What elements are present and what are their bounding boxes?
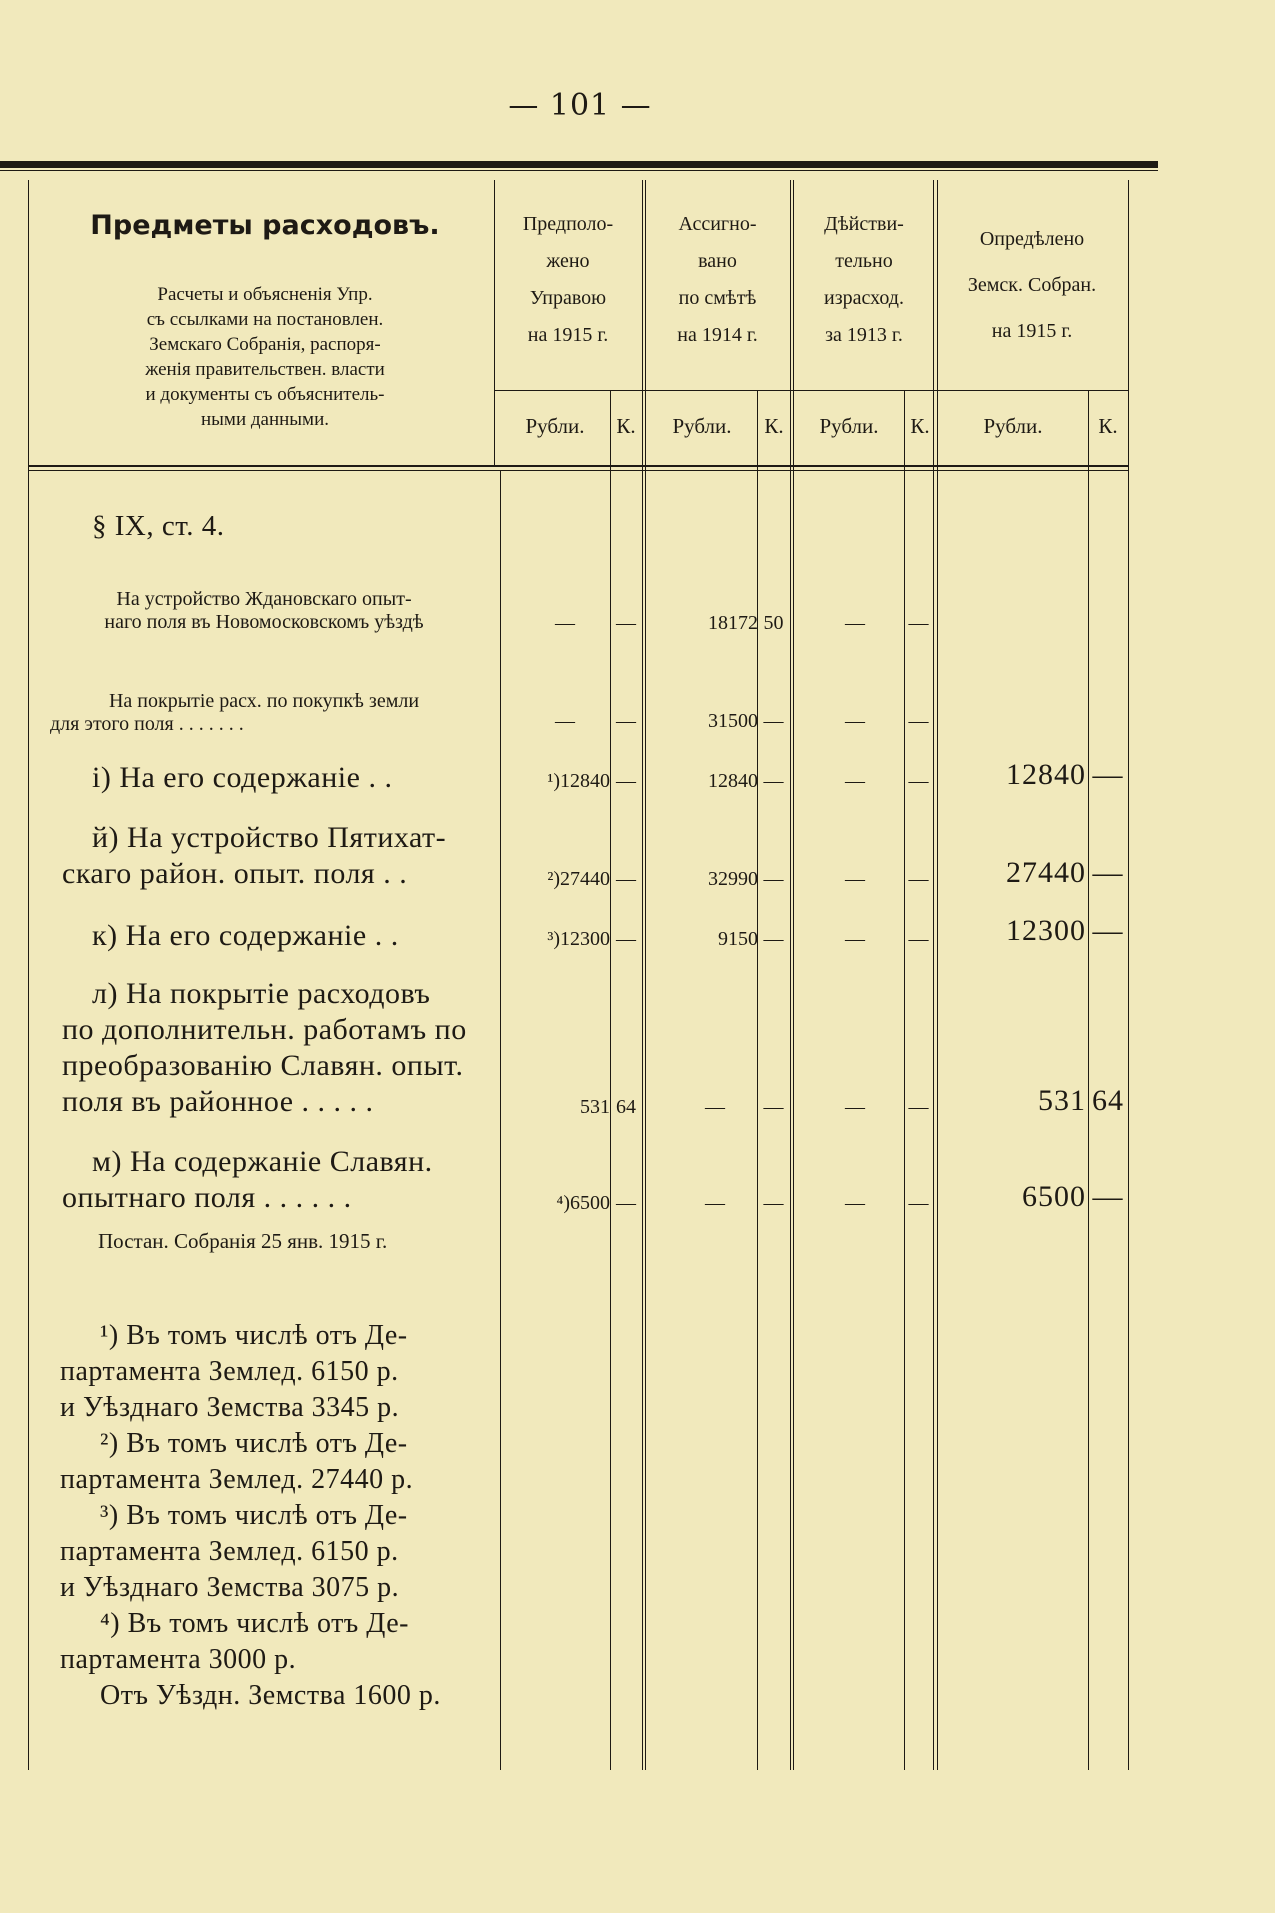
column-header-line: Предполо- — [522, 213, 614, 235]
table-rule — [494, 390, 1128, 391]
row-label — [40, 690, 488, 736]
header-subtitle-line: Земскаго Собранія, распоря- — [149, 334, 381, 355]
cell-spent-rub: — — [845, 928, 865, 950]
table-rule — [1088, 390, 1089, 1770]
column-header-line: Дѣйстви- — [824, 213, 904, 235]
row-label-line: к) На его содержаніе . . — [92, 919, 399, 952]
cell-assigned-rub: 31500 — [708, 710, 758, 732]
row-label — [62, 1144, 433, 1216]
header-subtitle-line: и документы съ объяснитель- — [145, 384, 385, 405]
cell-assigned-kop: — — [763, 770, 784, 792]
column-header-line: за 1913 г. — [825, 324, 903, 346]
row-label-line: опытнаго поля . . . . . . — [62, 1181, 352, 1214]
unit-rubles: Рубли. — [525, 414, 585, 438]
cell-determined-rub: 12840 — [1006, 758, 1086, 791]
table-rule — [500, 470, 501, 1770]
unit-rubles: Рубли. — [819, 414, 879, 438]
cell-spent-kop: — — [908, 612, 929, 634]
footnotes — [60, 1318, 490, 1714]
row-label-line: преобразованію Славян. опыт. — [62, 1049, 464, 1082]
row-label-line: поля въ районное . . . . . — [62, 1085, 374, 1118]
cell-assigned-kop: — — [763, 928, 784, 950]
table-rule — [937, 180, 938, 1770]
cell-assigned-kop: — — [763, 710, 784, 732]
footnote-line: партамента Землед. 6150 р. — [60, 1536, 399, 1567]
cell-proposed-rub: ¹)12840 — [547, 770, 610, 792]
unit-rubles: Рубли. — [672, 414, 732, 438]
header-subtitle-line: ными данными. — [200, 409, 330, 430]
cell-assigned-kop: — — [763, 1096, 784, 1118]
unit-kopecks: К. — [764, 414, 784, 438]
row-label-line: і) На его содержаніе . . — [92, 761, 393, 794]
footnote-line: ¹) Въ томъ числѣ отъ Де- — [100, 1320, 408, 1351]
table-rule — [1128, 180, 1129, 1770]
row-label-line: наго поля въ Новомосковскомъ уѣздѣ — [104, 611, 424, 633]
row-label — [40, 588, 488, 634]
resolution-note: Постан. Собранія 25 янв. 1915 г. — [98, 1229, 388, 1253]
cell-spent-rub: — — [845, 710, 865, 732]
row-label-line: На покрытіе расх. по покупкѣ земли — [108, 690, 420, 712]
cell-proposed-kop: — — [616, 612, 636, 634]
table-rule — [933, 180, 934, 1770]
header-subtitle-line: женія правительствен. власти — [145, 359, 385, 380]
cell-determined-kop: 64 — [1092, 1084, 1124, 1117]
header-subtitle — [30, 282, 500, 432]
footnote-line: и Уѣзднаго Земства 3345 р. — [60, 1392, 400, 1423]
top-rule — [0, 161, 1158, 168]
table-rule — [28, 465, 1128, 467]
cell-proposed-rub: ³)12300 — [547, 928, 610, 950]
header-subtitle-line: съ ссылками на постановлен. — [146, 309, 384, 330]
table-rule — [494, 180, 495, 465]
cell-determined-rub: 6500 — [1022, 1180, 1086, 1213]
cell-assigned-kop: 50 — [763, 612, 784, 634]
cell-spent-rub: — — [845, 612, 865, 634]
row-label-line: по дополнительн. работамъ по — [62, 1013, 467, 1046]
cell-spent-rub: — — [845, 1096, 865, 1118]
column-header-line: на 1914 г. — [677, 324, 758, 346]
cell-assigned-rub: — — [705, 1192, 725, 1214]
table-rule — [904, 390, 905, 1770]
row-label-line: скаго район. опыт. поля . . — [62, 857, 408, 890]
column-header-line: Ассигно- — [678, 213, 757, 235]
footnote-line: Отъ Уѣздн. Земства 1600 р. — [100, 1680, 441, 1711]
table-rule — [28, 470, 1128, 471]
column-header-determined — [936, 216, 1128, 354]
footnote-line: ²) Въ томъ числѣ отъ Де- — [100, 1428, 408, 1459]
row-label — [92, 918, 399, 954]
cell-assigned-rub: 32990 — [708, 868, 758, 890]
cell-spent-rub: — — [845, 1192, 865, 1214]
unit-rubles: Рубли. — [983, 414, 1043, 438]
row-label-line: й) На устройство Пятихат- — [92, 821, 447, 854]
cell-determined-rub: 531 — [1038, 1084, 1086, 1117]
table-rule — [645, 180, 646, 1770]
footnote-line: партамента 3000 р. — [60, 1644, 297, 1675]
cell-spent-rub: — — [845, 770, 865, 792]
cell-proposed-kop: 64 — [616, 1096, 636, 1118]
column-header-line: Управою — [529, 287, 607, 309]
cell-proposed-rub: ²)27440 — [547, 868, 610, 890]
row-label — [92, 760, 392, 796]
column-header-line: Земск. Собран. — [967, 274, 1097, 296]
column-header-line: Опредѣлено — [979, 228, 1085, 250]
column-header-line: жено — [546, 250, 590, 272]
header-subtitle-line: Расчеты и объясненія Упр. — [157, 284, 373, 305]
cell-assigned-kop: — — [763, 1192, 784, 1214]
unit-kopecks: К. — [616, 414, 636, 438]
table-rule — [610, 390, 611, 1770]
header-title: Предметы расходовъ. — [90, 210, 440, 241]
cell-spent-rub: — — [845, 868, 865, 890]
footnote-line: ⁴) Въ томъ числѣ отъ Де- — [100, 1608, 409, 1639]
cell-proposed-rub: ⁴)6500 — [556, 1192, 610, 1214]
row-label — [62, 976, 467, 1120]
footnote-line: ³) Въ томъ числѣ отъ Де- — [100, 1500, 408, 1531]
row-label-line: для этого поля . . . . . . . — [50, 713, 244, 735]
cell-proposed-rub: — — [555, 612, 575, 634]
section-heading: § IX, ст. 4. — [92, 510, 225, 542]
column-header-line: израсход. — [824, 287, 904, 309]
footnote-line: партамента Землед. 27440 р. — [60, 1464, 414, 1495]
cell-proposed-kop: — — [616, 1192, 636, 1214]
cell-proposed-kop: — — [616, 868, 636, 890]
cell-spent-kop: — — [908, 868, 929, 890]
row-label-line: л) На покрытіе расходовъ — [92, 977, 431, 1010]
top-rule-thin — [0, 170, 1158, 171]
footnote-line: партамента Землед. 6150 р. — [60, 1356, 399, 1387]
unit-kopecks: К. — [910, 414, 930, 438]
cell-determined-kop: — — [1092, 758, 1124, 791]
cell-determined-kop: — — [1092, 914, 1124, 947]
cell-proposed-kop: — — [616, 710, 636, 732]
cell-proposed-rub: 531 — [580, 1096, 610, 1118]
row-label-line: На устройство Ждановскаго опыт- — [116, 588, 412, 610]
footnote-line: и Уѣзднаго Земства 3075 р. — [60, 1572, 400, 1603]
table-rule — [790, 180, 791, 1770]
page-number: — 101 — — [508, 88, 652, 123]
table-rule — [757, 390, 758, 1770]
column-header-line: на 1915 г. — [527, 324, 609, 346]
cell-determined-kop: — — [1092, 856, 1124, 889]
column-header-line: по смѣтѣ — [678, 287, 757, 309]
cell-proposed-kop: — — [616, 770, 636, 792]
column-header-line: вано — [698, 250, 737, 272]
cell-spent-kop: — — [908, 770, 929, 792]
column-header-line: тельно — [835, 250, 893, 272]
cell-assigned-rub: 9150 — [718, 928, 758, 950]
cell-spent-kop: — — [908, 1096, 929, 1118]
unit-kopecks: К. — [1098, 414, 1118, 438]
cell-determined-rub: 12300 — [1006, 914, 1086, 947]
cell-assigned-kop: — — [763, 868, 784, 890]
cell-assigned-rub: — — [705, 1096, 725, 1118]
column-header-proposed — [496, 206, 640, 354]
cell-assigned-rub: 18172 — [708, 612, 758, 634]
cell-determined-rub: 27440 — [1006, 856, 1086, 889]
table-rule — [793, 180, 794, 1770]
cell-spent-kop: — — [908, 928, 929, 950]
row-label — [62, 820, 446, 892]
cell-determined-kop: — — [1092, 1180, 1124, 1213]
cell-spent-kop: — — [908, 710, 929, 732]
cell-proposed-rub: — — [555, 710, 575, 732]
cell-proposed-kop: — — [616, 928, 636, 950]
column-header-assigned — [645, 206, 790, 354]
row-label-line: м) На содержаніе Славян. — [92, 1145, 433, 1178]
cell-spent-kop: — — [908, 1192, 929, 1214]
column-header-line: на 1915 г. — [991, 320, 1073, 342]
table-rule — [642, 180, 643, 1770]
table-rule — [28, 180, 29, 1770]
column-header-spent — [792, 206, 936, 354]
cell-assigned-rub: 12840 — [708, 770, 758, 792]
